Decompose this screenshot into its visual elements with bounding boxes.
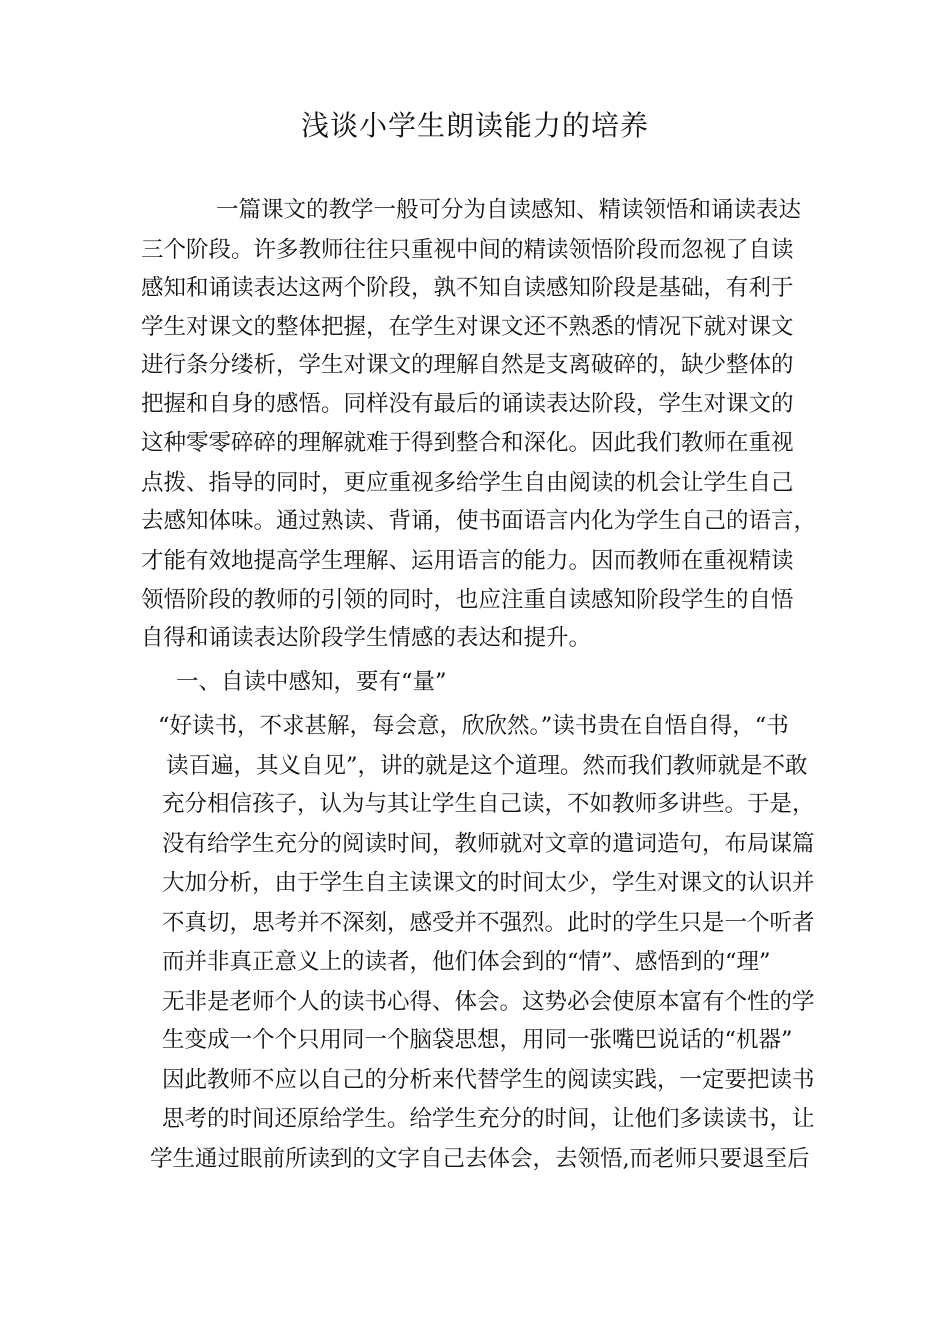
paragraph-line: 没有给学生充分的阅读时间，教师就对文章的遣词造句，布局谋篇	[162, 831, 815, 857]
paragraph-line: 三个阶段。许多教师往往只重视中间的精读领悟阶段而忽视了自读	[141, 237, 794, 263]
paragraph-line: 因此教师不应以自己的分析来代替学生的阅读实践，一定要把读书	[162, 1067, 815, 1093]
paragraph-line: 而并非真正意义上的读者，他们体会到的“情”、感悟到的“理”	[162, 949, 771, 975]
paragraph-line: 生变成一个个只用同一个脑袋思想，用同一张嘴巴说话的“机器”	[162, 1027, 793, 1053]
section-heading: 一、自读中感知，要有“量”	[176, 669, 447, 695]
paragraph-line: 学生对课文的整体把握，在学生对课文还不熟悉的情况下就对课文	[141, 314, 794, 340]
paragraph-line: 不真切，思考并不深刻，感受并不强烈。此时的学生只是一个听者	[162, 910, 815, 936]
paragraph-line: 学生通过眼前所读到的文字自己去体会，去领悟,而老师只要退至后	[150, 1146, 810, 1172]
paragraph-line: 思考的时间还原给学生。给学生充分的时间，让他们多读读书，让	[162, 1106, 815, 1132]
paragraph-line: 去感知体味。通过熟读、背诵，使书面语言内化为学生自己的语言，	[141, 508, 817, 534]
paragraph-line: 点拨、指导的同时，更应重视多给学生自由阅读的机会让学生自己	[141, 470, 794, 496]
document-title: 浅谈小学生朗读能力的培养	[300, 109, 649, 142]
paragraph-line: 读百遍，其义自见”，讲的就是这个道理。然而我们教师就是不敢	[166, 753, 808, 779]
paragraph-line: 进行条分缕析，学生对课文的理解自然是支离破碎的，缺少整体的	[141, 352, 794, 378]
paragraph-line: 才能有效地提高学生理解、运用语言的能力。因而教师在重视精读	[141, 548, 794, 574]
paragraph-line: 自得和诵读表达阶段学生情感的表达和提升。	[141, 625, 592, 651]
paragraph-line: “好读书，不求甚解，每会意，欣欣然。”读书贵在自悟自得，“书	[158, 713, 789, 739]
paragraph-line: 无非是老师个人的读书心得、体会。这势必会使原本富有个性的学	[162, 989, 815, 1015]
paragraph-line: 领悟阶段的教师的引领的同时，也应注重自读感知阶段学生的自悟	[141, 587, 794, 613]
paragraph-line: 这种零零碎碎的理解就难于得到整合和深化。因此我们教师在重视	[141, 430, 794, 456]
paragraph-line: 把握和自身的感悟。同样没有最后的诵读表达阶段，学生对课文的	[141, 391, 794, 417]
paragraph-line: 充分相信孩子，认为与其让学生自己读，不如教师多讲些。于是，	[162, 791, 815, 817]
paragraph-line: 一篇课文的教学一般可分为自读感知、精读领悟和诵读表达	[216, 197, 802, 223]
paragraph-line: 感知和诵读表达这两个阶段，孰不知自读感知阶段是基础，有利于	[141, 275, 794, 301]
paragraph-line: 大加分析，由于学生自主读课文的时间太少，学生对课文的认识并	[162, 870, 815, 896]
